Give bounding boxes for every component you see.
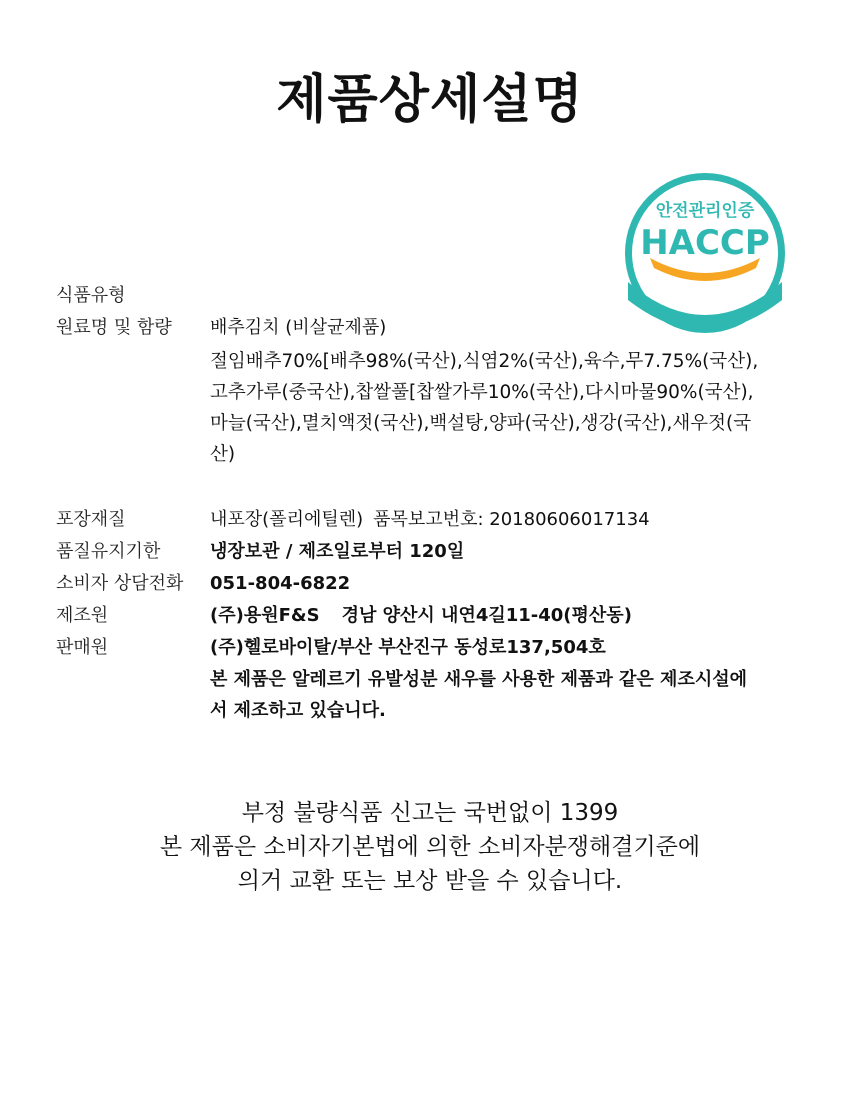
packaging-row (56, 504, 816, 536)
phone-value: 051-804-6822 (210, 573, 351, 594)
ingredients-line: 산) (210, 444, 236, 465)
seller-label: 판매원 (56, 637, 109, 658)
ingredients-name: 배추김치 (비살균제품) (210, 317, 387, 338)
ingredients-line: 고추가루(중국산),찹쌀풀[찹쌀가루10%(국산),다시마물90%(국산), (210, 382, 754, 403)
allergy-notice (210, 664, 800, 726)
haccp-bottom-text: 식품의약품안전처 (662, 293, 748, 306)
manufacturer-name: (주)용원F&S (210, 605, 320, 626)
shelf-life-value: 냉장보관 / 제조일로부터 120일 (210, 541, 465, 562)
ingredients-line: 절임배추70%[배추98%(국산),식염2%(국산),육수,무7.75%(국산), (210, 351, 759, 372)
ingredients-line: 마늘(국산),멸치액젓(국산),백설탕,양파(국산),생강(국산),새우젓(국 (210, 413, 752, 434)
ingredients-row (56, 312, 816, 470)
notice-line: 의거 교환 또는 보상 받을 수 있습니다. (237, 868, 623, 894)
notice-line: 본 제품은 소비자기본법에 의한 소비자분쟁해결기준에 (159, 834, 701, 860)
allergy-line: 서 제조하고 있습니다. (210, 700, 386, 721)
ingredients-value (210, 312, 816, 470)
haccp-main-text: HACCP (640, 223, 770, 263)
ingredients-list (210, 346, 816, 470)
seller-value: (주)헬로바이탈/부산 부산진구 동성로137,504호 (210, 637, 606, 658)
page-title: 제품상세설명 (276, 70, 584, 130)
seller-row (56, 632, 816, 664)
manufacturer-value (210, 600, 816, 632)
packaging-value (210, 504, 816, 536)
packaging-label: 포장재질 (56, 509, 126, 530)
phone-label: 소비자 상담전화 (56, 573, 184, 594)
notice-line: 부정 불량식품 신고는 국번없이 1399 (241, 800, 619, 826)
product-info (56, 280, 816, 726)
allergy-line: 본 제품은 알레르기 유발성분 새우를 사용한 제품과 같은 제조시설에 (210, 669, 747, 690)
haccp-top-text: 안전관리인증 (655, 201, 755, 221)
food-type-row (56, 280, 816, 312)
shelf-life-label: 품질유지기한 (56, 541, 161, 562)
ingredients-label: 원료명 및 함량 (56, 317, 172, 338)
manufacturer-label: 제조원 (56, 605, 109, 626)
food-type-label: 식품유형 (56, 285, 126, 306)
report-number: 품목보고번호: 20180606017134 (373, 509, 650, 530)
phone-row (56, 568, 816, 600)
consumer-notice (0, 796, 860, 898)
shelf-life-row (56, 536, 816, 568)
packaging-material: 내포장(폴리에틸렌) (210, 509, 364, 530)
manufacturer-address: 경남 양산시 내연4길11-40(평산동) (341, 605, 632, 626)
manufacturer-row (56, 600, 816, 632)
